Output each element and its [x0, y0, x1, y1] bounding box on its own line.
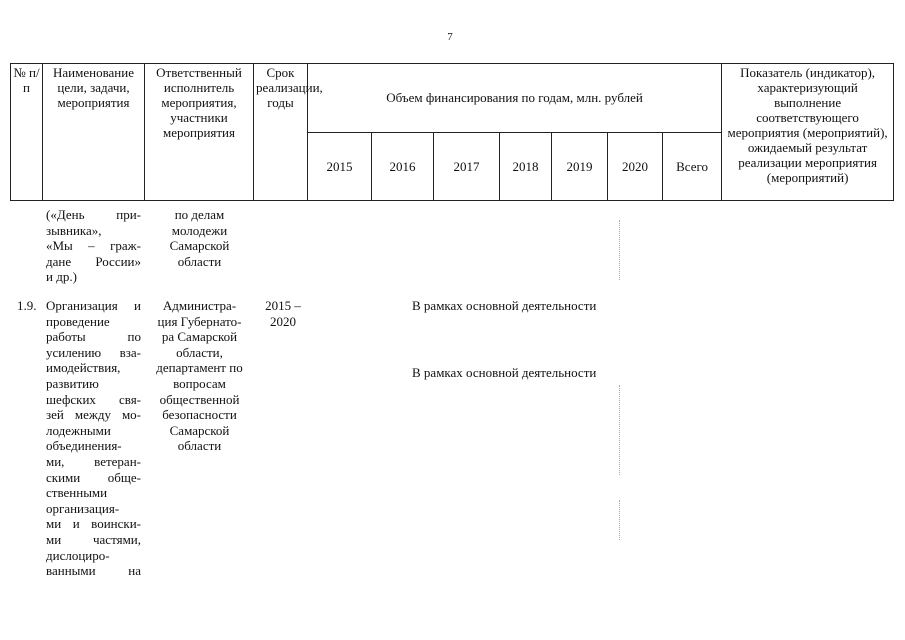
- header-name: Наименование цели, задачи, мероприятия: [43, 64, 145, 201]
- continued-executor: по делам молодежи Самарской области: [169, 207, 230, 269]
- header-year-2020: 2020: [608, 132, 663, 201]
- header-year-2019: 2019: [552, 132, 608, 201]
- dotted-line-artifact: [619, 220, 620, 280]
- header-term: Срок реализации, годы: [254, 64, 308, 201]
- dotted-line-artifact: [619, 385, 620, 475]
- row-term: 2015 – 2020: [265, 298, 301, 329]
- continued-name: («День при- зывника», «Мы – граж- дане России» и др.): [46, 207, 141, 285]
- header-year-2017: 2017: [434, 132, 500, 201]
- page-number: 7: [447, 31, 453, 43]
- header-executor: Ответственный исполнитель мероприятия, участники мероприятия: [145, 64, 254, 201]
- row-number: 1.9.: [17, 298, 37, 313]
- financing-note-1: В рамках основной деятельности: [412, 298, 597, 313]
- header-num: № п/п: [11, 64, 43, 201]
- header-year-2016: 2016: [372, 132, 434, 201]
- row-name: Организация и проведение работы по усилению вза- имодействия, развитию шефских свя- зей между мо- лодежными объединения- ми, ветеран- скими обще- ственными организация- ми и воински- ми частями, дислоциро- ванными на: [46, 298, 141, 579]
- row-executor: Администра- ция Губернато- ра Самарской области, департамент по вопросам общественной безопасности Самарской области: [156, 298, 243, 454]
- header-total: Всего: [663, 132, 722, 201]
- header-indicator: Показатель (индикатор), характеризующий выполнение соответствующего мероприятия (мероприятий), ожидаемый результат реализации мероприятия (мероприятий): [722, 64, 894, 201]
- dotted-line-artifact: [619, 500, 620, 540]
- header-year-2015: 2015: [308, 132, 372, 201]
- header-financing: Объем финансирования по годам, млн. рублей: [308, 64, 722, 133]
- header-year-2018: 2018: [500, 132, 552, 201]
- table-header: [10, 63, 894, 201]
- financing-note-2: В рамках основной деятельности: [412, 365, 597, 380]
